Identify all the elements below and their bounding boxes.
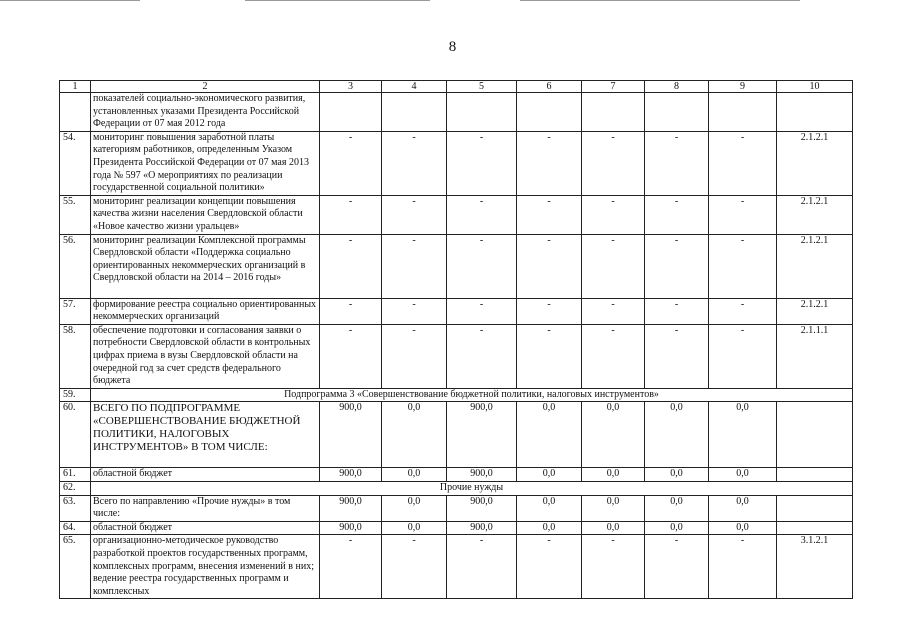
cell-col10: 3.1.2.1 — [777, 535, 853, 599]
cell-col5: - — [447, 234, 517, 298]
row-number: 56. — [60, 234, 91, 298]
cell-col4: 0,0 — [382, 495, 447, 521]
table-row — [60, 402, 853, 468]
cell-col6: - — [517, 131, 582, 195]
cell-col3: 900,0 — [320, 521, 382, 535]
row-number: 64. — [60, 521, 91, 535]
table-row — [60, 195, 853, 234]
row-text: мониторинг реализации концепции повышения качества жизни населения Свердловской области «Новое качество жизни уральцев» — [91, 195, 320, 234]
row-number: 61. — [60, 468, 91, 482]
cell-col10 — [777, 495, 853, 521]
header-cell: 4 — [382, 81, 447, 93]
cell-col8: 0,0 — [645, 495, 709, 521]
cell-col5: - — [447, 131, 517, 195]
cell-col8 — [645, 93, 709, 132]
header-cell: 3 — [320, 81, 382, 93]
cell-col4: - — [382, 131, 447, 195]
row-number: 55. — [60, 195, 91, 234]
cell-col10 — [777, 402, 853, 468]
row-text: формирование реестра социально ориентированных некоммерческих организаций — [91, 298, 320, 324]
cell-col7: 0,0 — [582, 495, 645, 521]
cell-col9: - — [709, 195, 777, 234]
top-rule-left — [0, 0, 140, 1]
table-row — [60, 521, 853, 535]
cell-col4 — [382, 93, 447, 132]
cell-col10: 2.1.1.1 — [777, 324, 853, 388]
cell-col4: - — [382, 234, 447, 298]
cell-col7: - — [582, 324, 645, 388]
table-row — [60, 495, 853, 521]
cell-col4: 0,0 — [382, 402, 447, 468]
cell-col8: 0,0 — [645, 402, 709, 468]
header-cell: 2 — [91, 81, 320, 93]
row-number — [60, 93, 91, 132]
cell-col6: - — [517, 195, 582, 234]
row-number: 57. — [60, 298, 91, 324]
header-cell: 10 — [777, 81, 853, 93]
cell-col9: - — [709, 234, 777, 298]
table-row — [60, 535, 853, 599]
cell-col3: 900,0 — [320, 402, 382, 468]
cell-col9: 0,0 — [709, 495, 777, 521]
cell-col9: 0,0 — [709, 402, 777, 468]
cell-col6 — [517, 93, 582, 132]
cell-col6: 0,0 — [517, 521, 582, 535]
row-number: 54. — [60, 131, 91, 195]
cell-col8: - — [645, 131, 709, 195]
cell-col8: 0,0 — [645, 468, 709, 482]
cell-col7 — [582, 93, 645, 132]
cell-col6: - — [517, 324, 582, 388]
cell-col7: - — [582, 298, 645, 324]
cell-col8: - — [645, 298, 709, 324]
row-text: мониторинг реализации Комплексной программы Свердловской области «Поддержка социально ориентированных некоммерческих организаций в Свердловской области на 2014 – 2016 годы» — [91, 234, 320, 298]
cell-col5: - — [447, 324, 517, 388]
row-text: обеспечение подготовки и согласования заявки о потребности Свердловской области в контрольных цифрах приема в вузы Свердловской области на очередной год за счет средств федерального бюджета — [91, 324, 320, 388]
row-text: ВСЕГО ПО ПОДПРОГРАММЕ «СОВЕРШЕНСТВОВАНИЕ БЮДЖЕТНОЙ ПОЛИТИКИ, НАЛОГОВЫХ ИНСТРУМЕНТОВ» В ТОМ ЧИСЛЕ: — [91, 402, 320, 468]
section-title: Прочие нужды — [91, 481, 853, 495]
cell-col7: - — [582, 195, 645, 234]
cell-col3: - — [320, 131, 382, 195]
row-number: 62. — [60, 481, 91, 495]
cell-col5: 900,0 — [447, 468, 517, 482]
cell-col9: 0,0 — [709, 521, 777, 535]
cell-col9: - — [709, 298, 777, 324]
cell-col10 — [777, 468, 853, 482]
cell-col4: - — [382, 324, 447, 388]
header-cell: 7 — [582, 81, 645, 93]
cell-col7: 0,0 — [582, 402, 645, 468]
cell-col6: - — [517, 234, 582, 298]
row-text: областной бюджет — [91, 521, 320, 535]
cell-col7: 0,0 — [582, 521, 645, 535]
cell-col8: - — [645, 234, 709, 298]
row-number: 59. — [60, 388, 91, 402]
table-row — [60, 468, 853, 482]
header-cell: 6 — [517, 81, 582, 93]
cell-col6: 0,0 — [517, 402, 582, 468]
cell-col7: - — [582, 535, 645, 599]
cell-col3 — [320, 93, 382, 132]
cell-col5: - — [447, 298, 517, 324]
cell-col8: - — [645, 195, 709, 234]
budget-table — [59, 80, 853, 599]
cell-col6: - — [517, 298, 582, 324]
cell-col10: 2.1.2.1 — [777, 131, 853, 195]
top-rule-right — [520, 0, 800, 1]
row-text: показателей социально-экономического развития, установленных указами Президента Российской Федерации от 07 мая 2012 года — [91, 93, 320, 132]
cell-col10: 2.1.2.1 — [777, 298, 853, 324]
cell-col8: 0,0 — [645, 521, 709, 535]
row-number: 58. — [60, 324, 91, 388]
cell-col7: 0,0 — [582, 468, 645, 482]
table-row — [60, 234, 853, 298]
cell-col3: - — [320, 298, 382, 324]
table-row — [60, 298, 853, 324]
section-row — [60, 481, 853, 495]
header-cell: 1 — [60, 81, 91, 93]
page-number: 8 — [448, 39, 457, 55]
cell-col5: 900,0 — [447, 521, 517, 535]
cell-col8: - — [645, 535, 709, 599]
cell-col7: - — [582, 234, 645, 298]
cell-col10 — [777, 521, 853, 535]
cell-col10: 2.1.2.1 — [777, 195, 853, 234]
cell-col5: - — [447, 535, 517, 599]
cell-col7: - — [582, 131, 645, 195]
row-number: 63. — [60, 495, 91, 521]
cell-col5: 900,0 — [447, 402, 517, 468]
header-cell: 8 — [645, 81, 709, 93]
cell-col4: - — [382, 298, 447, 324]
cell-col9 — [709, 93, 777, 132]
row-text: областной бюджет — [91, 468, 320, 482]
cell-col5: 900,0 — [447, 495, 517, 521]
header-cell: 5 — [447, 81, 517, 93]
cell-col9: - — [709, 131, 777, 195]
cell-col9: 0,0 — [709, 468, 777, 482]
cell-col10: 2.1.2.1 — [777, 234, 853, 298]
cell-col4: - — [382, 195, 447, 234]
header-row — [60, 81, 853, 93]
cell-col4: - — [382, 535, 447, 599]
cell-col4: 0,0 — [382, 468, 447, 482]
top-rule-middle — [245, 0, 430, 1]
cell-col3: 900,0 — [320, 468, 382, 482]
cell-col3: 900,0 — [320, 495, 382, 521]
table-row — [60, 324, 853, 388]
table-row — [60, 131, 853, 195]
cell-col4: 0,0 — [382, 521, 447, 535]
cell-col9: - — [709, 535, 777, 599]
subprogram-title: Подпрограмма 3 «Совершенствование бюджетной политики, налоговых инструментов» — [91, 388, 853, 402]
cell-col3: - — [320, 535, 382, 599]
cell-col6: 0,0 — [517, 468, 582, 482]
cell-col5 — [447, 93, 517, 132]
row-number: 65. — [60, 535, 91, 599]
header-cell: 9 — [709, 81, 777, 93]
cell-col5: - — [447, 195, 517, 234]
table-row — [60, 93, 853, 132]
cell-col3: - — [320, 324, 382, 388]
cell-col10 — [777, 93, 853, 132]
row-text: мониторинг повышения заработной платы категориям работников, определенным Указом Президента Российской Федерации от 07 мая 2013 года № 597 «О мероприятиях по реализации государственной социальной политики» — [91, 131, 320, 195]
row-text: организационно-методическое руководство разработкой проектов государственных программ, комплексных программ, внесения изменений в них; ведение реестра государственных программ и комплексных — [91, 535, 320, 599]
cell-col3: - — [320, 195, 382, 234]
cell-col3: - — [320, 234, 382, 298]
subprogram-row — [60, 388, 853, 402]
cell-col9: - — [709, 324, 777, 388]
cell-col6: 0,0 — [517, 495, 582, 521]
row-text: Всего по направлению «Прочие нужды» в том числе: — [91, 495, 320, 521]
cell-col6: - — [517, 535, 582, 599]
cell-col8: - — [645, 324, 709, 388]
row-number: 60. — [60, 402, 91, 468]
